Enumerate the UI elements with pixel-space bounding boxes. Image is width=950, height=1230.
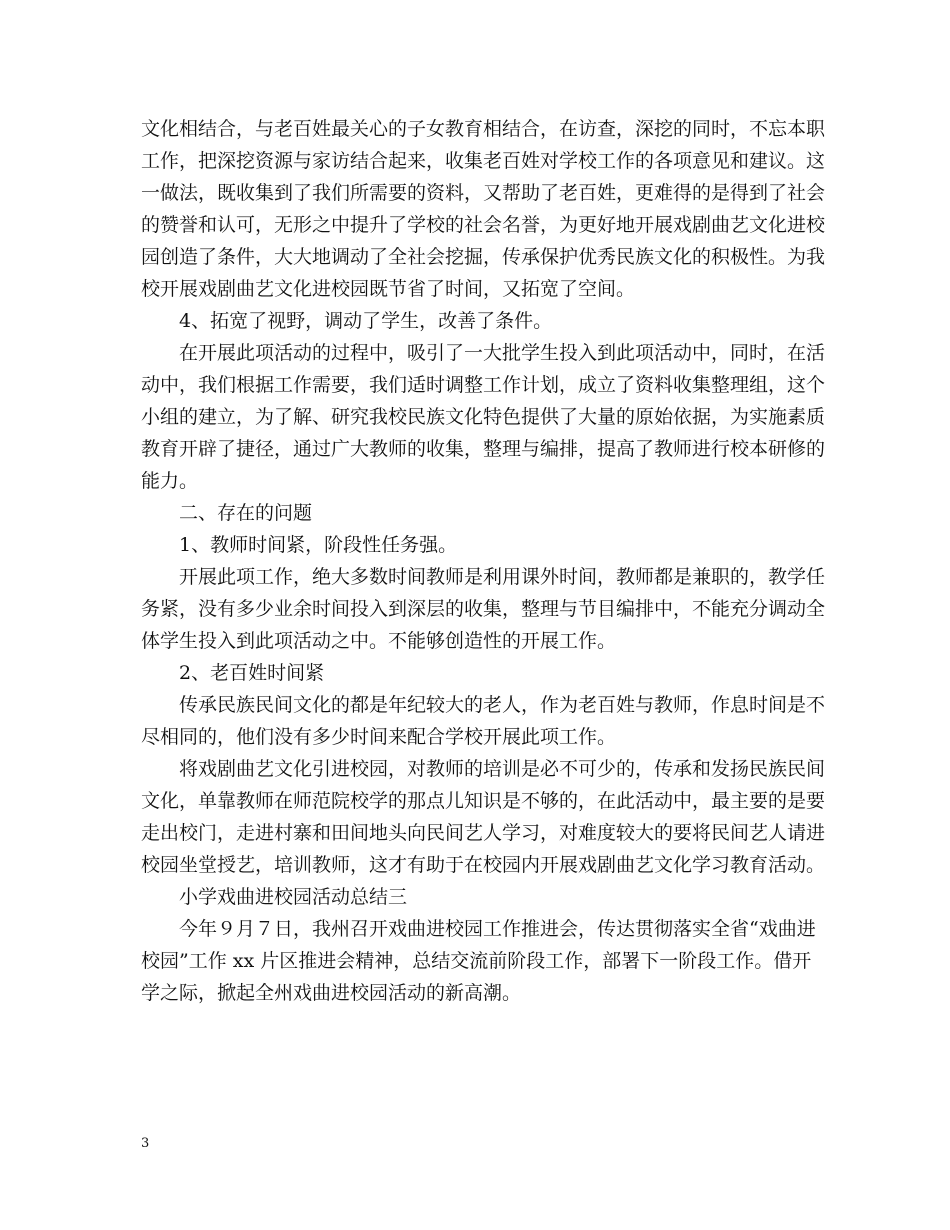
text-line: 学之际，掀起全州戏曲进校园活动的新高潮。 [141, 982, 522, 1004]
text-line: 体学生投入到此项活动之中。不能够创造性的开展工作。 [141, 630, 617, 652]
text-line: 将戏剧曲艺文化引进校园，对教师的培训是必不可少的，传承和发扬民族民间 [179, 758, 826, 780]
text-line: 的赞誉和认可，无形之中提升了学校的社会名誉，为更好地开展戏剧曲艺文化进校 [141, 214, 826, 236]
text-line: 动中，我们根据工作需要，我们适时调整工作计划，成立了资料收集整理组，这个 [141, 374, 826, 396]
text-line: 校园坐堂授艺，培训教师，这才有助于在校园内开展戏剧曲艺文化学习教育活动。 [141, 854, 826, 876]
text-line: 今年９月７日，我州召开戏曲进校园工作推进会，传达贯彻落实全省“戏曲进 [179, 918, 816, 940]
text-line: 工作，把深挖资源与家访结合起来，收集老百姓对学校工作的各项意见和建议。这 [141, 150, 826, 172]
text-line: 园创造了条件，大大地调动了全社会挖掘，传承保护优秀民族文化的积极性。为我 [141, 246, 826, 268]
text-line: 传承民族民间文化的都是年纪较大的老人，作为老百姓与教师，作息时间是不 [179, 694, 826, 716]
text-line: 校开展戏剧曲艺文化进校园既节省了时间，又拓宽了空间。 [141, 278, 636, 300]
text-line: 文化，单靠教师在师范院校学的那点儿知识是不够的，在此活动中，最主要的是要 [141, 790, 826, 812]
text-line: 校园”工作 xx 片区推进会精神，总结交流前阶段工作，部署下一阶段工作。借开 [141, 950, 812, 972]
text-line: 务紧，没有多少业余时间投入到深层的收集，整理与节目编排中，不能充分调动全 [141, 598, 826, 620]
text-line: 一做法，既收集到了我们所需要的资料，又帮助了老百姓，更难得的是得到了社会 [141, 182, 826, 204]
text-line: 能力。 [141, 470, 199, 492]
text-line: 在开展此项活动的过程中，吸引了一大批学生投入到此项活动中，同时，在活 [179, 342, 826, 364]
text-line: 走出校门，走进村寨和田间地头向民间艺人学习，对难度较大的要将民间艺人请进 [141, 822, 826, 844]
section-heading: 小学戏曲进校园活动总结三 [179, 886, 408, 908]
text-line: 尽相同的，他们没有多少时间来配合学校开展此项工作。 [141, 726, 617, 748]
section-heading: 1、教师时间紧，阶段性任务强。 [179, 534, 458, 556]
text-line: 教育开辟了捷径，通过广大教师的收集，整理与编排，提高了教师进行校本研修的 [141, 438, 826, 460]
document-body [141, 113, 826, 1009]
page-number: 3 [141, 1136, 150, 1151]
section-heading: 二、存在的问题 [179, 502, 313, 524]
section-heading: 2、老百姓时间紧 [179, 662, 325, 684]
text-line: 开展此项工作，绝大多数时间教师是利用课外时间，教师都是兼职的，教学任 [179, 566, 826, 588]
section-heading: 4、拓宽了视野，调动了学生，改善了条件。 [179, 310, 553, 332]
text-line: 文化相结合，与老百姓最关心的子女教育相结合，在访查，深挖的同时，不忘本职 [141, 118, 826, 140]
text-line: 小组的建立，为了解、研究我校民族文化特色提供了大量的原始依据，为实施素质 [141, 406, 826, 428]
